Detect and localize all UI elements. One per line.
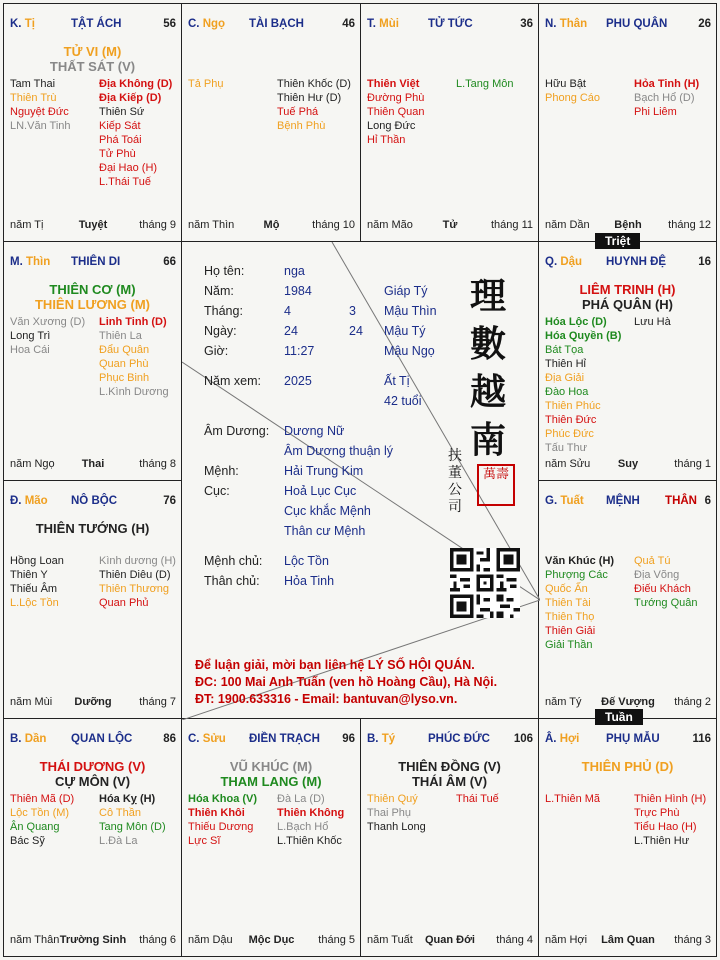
day-label: Ngày: [204,324,237,338]
main-stars [539,282,716,312]
palace-cycle: Dưỡng [74,696,112,708]
qr-code-icon[interactable] [450,548,520,618]
palace-year: năm Mão [367,219,413,231]
minor-star: Địa Võng [634,569,680,581]
main-star: THIÊN TƯỚNG (H) [35,521,150,536]
minor-star: Thiên Hình (H) [634,793,707,805]
palace-mui [360,3,539,242]
main-star: LIÊM TRINH (H) [579,282,676,297]
main-star: PHÁ QUÂN (H) [582,297,673,312]
minor-star: Thiên Hư (D) [277,92,342,104]
calli-char-2: 數 [470,323,507,365]
minor-star: Đào Hoa [545,386,589,398]
minor-star: Phúc Đức [545,428,594,440]
minor-star: LN.Văn Tinh [10,120,71,132]
minor-star: Thiên Thương [99,583,170,595]
view-year-canchi: Ất Tị [384,374,410,388]
palace-name: TẬT ÁCH [71,18,122,30]
minor-stars-left [545,792,600,806]
main-star: THIÊN LƯƠNG (M) [34,297,151,312]
palace-footer [545,458,711,472]
contact-line-1: Để luận giải, mời bạn liên hệ LÝ SỐ HỘI QUÁN. [195,658,475,672]
tuan-tag: Tuần [595,709,643,725]
minor-star: Thiên Quan [367,106,425,118]
minor-star: Thiếu Dương [188,821,254,833]
minor-star: Thiên Khốc (D) [277,78,351,90]
main-star: VŨ KHÚC (M) [229,759,313,774]
view-year-value: 2025 [284,374,312,388]
palace-header [188,18,355,32]
palace-footer [367,934,533,948]
minor-stars-right [456,77,513,91]
than-chu-value: Hỏa Tinh [284,574,335,588]
minor-star: Hỉ Thần [367,134,406,146]
palace-mao [3,480,182,719]
minor-stars-left [545,554,614,652]
minor-star: Thiên Sứ [99,106,145,118]
minor-stars-left [188,77,223,91]
year-value: 1984 [284,284,312,298]
minor-star: Hữu Bật [545,78,586,90]
palace-footer [545,696,711,710]
palace-ngo [181,3,361,242]
palace-header [10,256,176,270]
palace-age: 96 [342,733,355,745]
palace-month: tháng 9 [139,219,176,231]
minor-star: Hóa Khoa (V) [188,793,258,805]
palace-year: năm Mùi [10,696,53,708]
palace-position: G. Tuất [545,495,584,507]
than-chu-label: Thân chủ: [204,574,260,588]
main-stars [539,759,716,774]
minor-stars-right [634,792,706,848]
main-star: THÁI DƯƠNG (V) [39,759,146,774]
palace-month: tháng 11 [490,219,533,231]
minor-star: Bạch Hổ (D) [634,92,695,104]
cuc-note-1: Cục khắc Mệnh [284,504,371,518]
menh-chu-label: Mệnh chủ: [204,554,263,568]
minor-star: Nguyệt Đức [10,106,69,118]
day-value: 24 [284,324,298,338]
minor-stars-left [10,77,71,133]
minor-stars-left [367,77,424,147]
palace-month: tháng 10 [312,219,355,231]
contact-line-2: ĐC: 100 Mai Anh Tuấn (ven hồ Hoàng Cầu), Hà Nội. [195,675,498,689]
palace-dan [3,718,182,957]
minor-star: Giải Thần [545,639,593,651]
minor-star: Tử Phù [99,148,136,160]
palace-name: PHÚC ĐỨC [428,733,490,745]
minor-star: L.Kình Dương [99,386,169,398]
palace-footer [545,219,711,233]
palace-month: tháng 2 [674,696,711,708]
view-year-label: Năm xem: [204,374,261,388]
palace-name: HUYNH ĐỆ [606,256,667,268]
palace-cycle: Suy [617,458,639,470]
minor-star: L.Thái Tuế [99,176,151,188]
minor-star: Tướng Quân [634,597,698,609]
palace-position: C. Sửu [188,733,226,745]
palace-cycle: Bệnh [614,219,642,231]
minor-star: L.Thiên Mã [545,793,601,805]
palace-footer [545,934,711,948]
palace-header [545,18,711,32]
minor-star: Bệnh Phù [277,120,326,132]
palace-header [545,733,711,747]
month-lunar: 3 [349,304,356,318]
yinyang-note: Âm Dương thuận lý [284,444,393,458]
palace-footer [367,219,533,233]
calli-char-3: 越 [470,371,507,413]
minor-star: Long Trì [10,330,51,342]
palace-position: Â. Hợi [545,733,580,745]
minor-star: Kình dương (H) [99,555,176,567]
minor-star: Thiên Khôi [188,807,245,819]
palace-month: tháng 1 [674,458,711,470]
minor-star: Thanh Long [367,821,426,833]
minor-star: Thiên Thọ [545,611,595,623]
palace-year: năm Ngọ [10,458,55,470]
palace-year: năm Tý [545,696,582,708]
year-label: Năm: [204,284,234,298]
main-star: THẤT SÁT (V) [49,59,136,74]
minor-star: Địa Giải [545,372,585,384]
minor-star: Quan Phù [99,358,149,370]
minor-stars-right [456,792,499,806]
month-value: 4 [284,304,291,318]
palace-header [545,495,711,509]
minor-star: Hỏa Tinh (H) [634,78,700,90]
palace-year: năm Thìn [188,219,235,231]
palace-name: NÔ BỘC [71,495,117,507]
main-stars [4,44,181,74]
minor-star: L.Lộc Tồn [10,597,59,609]
minor-star: Thiên Diêu (D) [99,569,171,581]
minor-star: Ân Quang [10,821,60,833]
palace-footer [188,934,355,948]
minor-star: Địa Kiếp (D) [99,92,162,104]
hour-canchi: Mậu Ngọ [384,344,435,358]
name-label: Họ tên: [204,264,245,278]
minor-stars-right [99,554,176,610]
minor-stars-left [545,315,621,455]
palace-year: năm Dậu [188,934,233,946]
day-canchi: Mậu Tý [384,324,426,338]
palace-suu [181,718,361,957]
main-stars [182,759,360,789]
minor-star: Phục Binh [99,372,150,384]
minor-star: Phượng Các [545,569,608,581]
yinyang-label: Âm Dương: [204,424,270,438]
palace-cycle: Đế Vượng [601,696,655,708]
minor-star: L.Tang Môn [456,78,514,90]
palace-month: tháng 7 [139,696,176,708]
palace-footer [10,934,176,948]
minor-star: Kiếp Sát [99,120,141,132]
minor-stars-right [99,77,172,189]
palace-footer [10,696,176,710]
palace-footer [10,219,176,233]
palace-tuat [538,480,717,719]
minor-star: Lực Sĩ [188,835,221,847]
minor-star: Hoa Cái [10,344,50,356]
main-star: CỰ MÔN (V) [54,774,131,789]
palace-year: năm Hợi [545,934,588,946]
palace-footer [188,219,355,233]
minor-star: Bát Tọa [545,344,584,356]
palace-cycle: Trường Sinh [59,934,127,946]
palace-year: năm Tuất [367,934,413,946]
palace-age: 56 [163,18,176,30]
palace-year: năm Tị [10,219,44,231]
minor-star: Phá Toái [99,134,142,146]
center-info-panel [181,241,539,719]
main-star: THÁI ÂM (V) [411,774,488,789]
minor-star: Long Đức [367,120,416,132]
minor-star: Thiên La [99,330,142,342]
cuc-value: Hoả Lục Cục [284,484,357,498]
palace-age: 66 [163,256,176,268]
palace-position: Đ. Mão [10,495,48,507]
palace-than [538,3,717,242]
minor-star: Quốc Ấn [545,583,588,595]
minor-stars-left [10,554,64,610]
minor-star: Phi Liêm [634,106,677,118]
palace-month: tháng 6 [139,934,176,946]
calli-char-1: 理 [470,275,507,317]
calli-sub-1: 扶 [448,448,462,464]
minor-star: Bác Sỹ [10,835,45,847]
cuc-note-2: Thân cư Mệnh [284,524,366,538]
palace-cycle: Tuyệt [78,219,108,231]
palace-header [10,18,176,32]
palace-month: tháng 8 [139,458,176,470]
minor-star: Đà La (D) [277,793,325,805]
calli-sub-2: 董 [448,465,462,481]
palace-cycle: Lâm Quan [601,934,655,946]
minor-star: Thiên Việt [367,78,420,90]
palace-month: tháng 12 [668,219,711,231]
minor-star: Điếu Khách [634,583,691,595]
main-stars [361,759,538,789]
view-age: 42 tuổi [384,394,422,408]
palace-cycle: Tử [442,219,458,231]
minor-star: Quả Tú [634,555,671,567]
main-stars [4,282,181,312]
month-canchi: Mậu Thìn [384,304,437,318]
palace-name: PHỤ MẪU [606,733,660,745]
minor-star: Lưu Hà [634,316,671,328]
minor-stars-right [634,315,671,329]
palace-cycle: Mộ [263,219,280,231]
yinyang-value: Dương Nữ [284,424,345,438]
minor-stars-right [277,792,344,848]
palace-age: 46 [342,18,355,30]
minor-star: Phong Cáo [545,92,601,104]
calligraphy-sub [448,448,462,516]
minor-star: Thiên Trù [10,92,57,104]
minor-star: Tuế Phá [277,106,319,118]
minor-star: Địa Không (D) [99,78,173,90]
day-lunar: 24 [349,324,363,338]
minor-star: Hóa Quyền (B) [545,330,622,342]
palace-position: B. Tý [367,733,396,745]
palace-header [10,495,176,509]
minor-star: Thiên Tài [545,597,591,609]
triet-tag: Triệt [595,233,640,249]
palace-year: năm Sửu [545,458,591,470]
minor-star: L.Bạch Hổ [277,821,329,833]
name-value: nga [284,264,305,278]
menh-chu-value: Lộc Tồn [284,554,329,568]
palace-age: 26 [698,18,711,30]
palace-cycle: Mộc Dục [248,934,295,946]
palace-hoi [538,718,717,957]
palace-age: 76 [163,495,176,507]
palace-name: TỬ TỨC [428,18,473,30]
palace-name: THIÊN DI [71,256,121,268]
minor-star: Thiên Phúc [545,400,601,412]
palace-name: PHU QUÂN [606,18,668,30]
minor-stars-right [99,792,166,848]
minor-stars-right [277,77,351,133]
main-star: THAM LANG (M) [220,774,322,789]
minor-star: Hóa Lộc (D) [545,316,607,328]
palace-position: K. Tị [10,18,35,30]
palace-position: C. Ngọ [188,18,226,30]
palace-age: 16 [698,256,711,268]
hour-label: Giờ: [204,344,229,358]
main-stars [4,521,181,536]
palace-age: 86 [163,733,176,745]
minor-star: Thái Tuế [456,793,499,805]
hour-value: 11:27 [284,344,315,358]
minor-star: Hóa Kỵ (H) [99,793,156,805]
minor-star: Thiên Đức [545,414,597,426]
palace-name: MỆNH [606,495,640,507]
minor-star: Thiên Không [277,807,345,819]
minor-star: Văn Xương (D) [10,316,86,328]
palace-position: B. Dần [10,733,47,745]
minor-star: Thiên Giải [545,625,596,637]
palace-month: tháng 3 [674,934,711,946]
palace-name: ĐIỀN TRẠCH [249,733,320,745]
minor-star: Đường Phù [367,92,425,104]
minor-star: Đẩu Quân [99,344,150,356]
main-star: THIÊN PHỦ (D) [581,759,674,774]
main-star: TỬ VI (M) [63,44,122,59]
palace-header [367,18,533,32]
calli-sub-3: 公 [448,482,462,498]
palace-age: 106 [513,733,533,745]
minor-stars-left [545,77,600,105]
minor-stars-left [10,315,85,357]
minor-star: Thiếu Âm [10,583,58,595]
palace-position: Q. Dậu [545,256,583,268]
palace-position: M. Thìn [10,256,51,268]
minor-star: Văn Khúc (H) [545,555,615,567]
minor-star: Tam Thai [10,78,56,90]
minor-star: Hồng Loan [10,555,64,567]
palace-than-marker: THÂN [665,495,697,507]
minor-star: Thiên Quý [367,793,418,805]
palace-ty [360,718,539,957]
contact-line-3: ĐT: 1900.633316 - Email: bantuvan@lyso.vn. [195,692,458,706]
minor-star: Tả Phụ [188,78,224,90]
minor-star: Trực Phù [634,807,680,819]
palace-name: QUAN LỘC [71,733,133,745]
minor-star: Thiên Y [10,569,48,581]
menh-value: Hải Trung Kim [284,464,364,478]
palace-ti [3,3,182,242]
minor-star: Tiểu Hao (H) [634,821,697,833]
main-star: THIÊN CƠ (M) [49,282,136,297]
palace-cycle: Thai [81,458,105,470]
palace-header [10,733,176,747]
minor-star: Quan Phủ [99,597,149,609]
palace-month: tháng 4 [496,934,533,946]
minor-star: Thai Phụ [367,807,412,819]
main-star: THIÊN ĐỒNG (V) [398,759,501,774]
minor-star: L.Đà La [99,835,138,847]
minor-stars-right [634,554,698,610]
palace-position: N. Thân [545,18,588,30]
palace-year: năm Dần [545,219,590,231]
cuc-label: Cục: [204,484,230,498]
minor-star: Lộc Tồn (M) [10,807,70,819]
year-canchi: Giáp Tý [384,284,428,298]
palace-position: T. Mùi [367,18,399,30]
minor-star: Cô Thần [99,807,141,819]
palace-name: TÀI BẠCH [249,18,304,30]
minor-star: Tang Môn (D) [99,821,166,833]
palace-age: 6 [704,495,711,507]
main-stars [4,759,181,789]
calli-char-4: 南 [470,419,507,461]
menh-label: Mệnh: [204,464,239,478]
red-seal-stamp: 萬壽 [477,464,515,506]
minor-star: L.Thiên Hư [634,835,690,847]
minor-stars-left [367,792,426,834]
palace-age: 36 [520,18,533,30]
minor-star: Tấu Thư [545,442,588,454]
minor-star: Đại Hao (H) [99,162,158,174]
minor-stars-right [99,315,169,399]
palace-cycle: Quan Đới [425,934,475,946]
minor-star: L.Thiên Khốc [277,835,342,847]
palace-footer [10,458,176,472]
palace-header [545,256,711,270]
minor-stars-left [10,792,74,848]
calli-sub-4: 司 [448,499,462,515]
calligraphy-title [470,272,506,464]
month-label: Tháng: [204,304,243,318]
minor-star: Linh Tinh (D) [99,316,167,328]
palace-month: tháng 5 [318,934,355,946]
palace-header [367,733,533,747]
minor-star: Thiên Hỉ [545,358,586,370]
minor-star: Thiên Mã (D) [10,793,75,805]
palace-dau [538,241,717,481]
palace-thin [3,241,182,481]
palace-age: 116 [692,733,711,745]
palace-year: năm Thân [10,934,60,946]
minor-stars-left [188,792,257,848]
minor-stars-right [634,77,699,119]
palace-header [188,733,355,747]
